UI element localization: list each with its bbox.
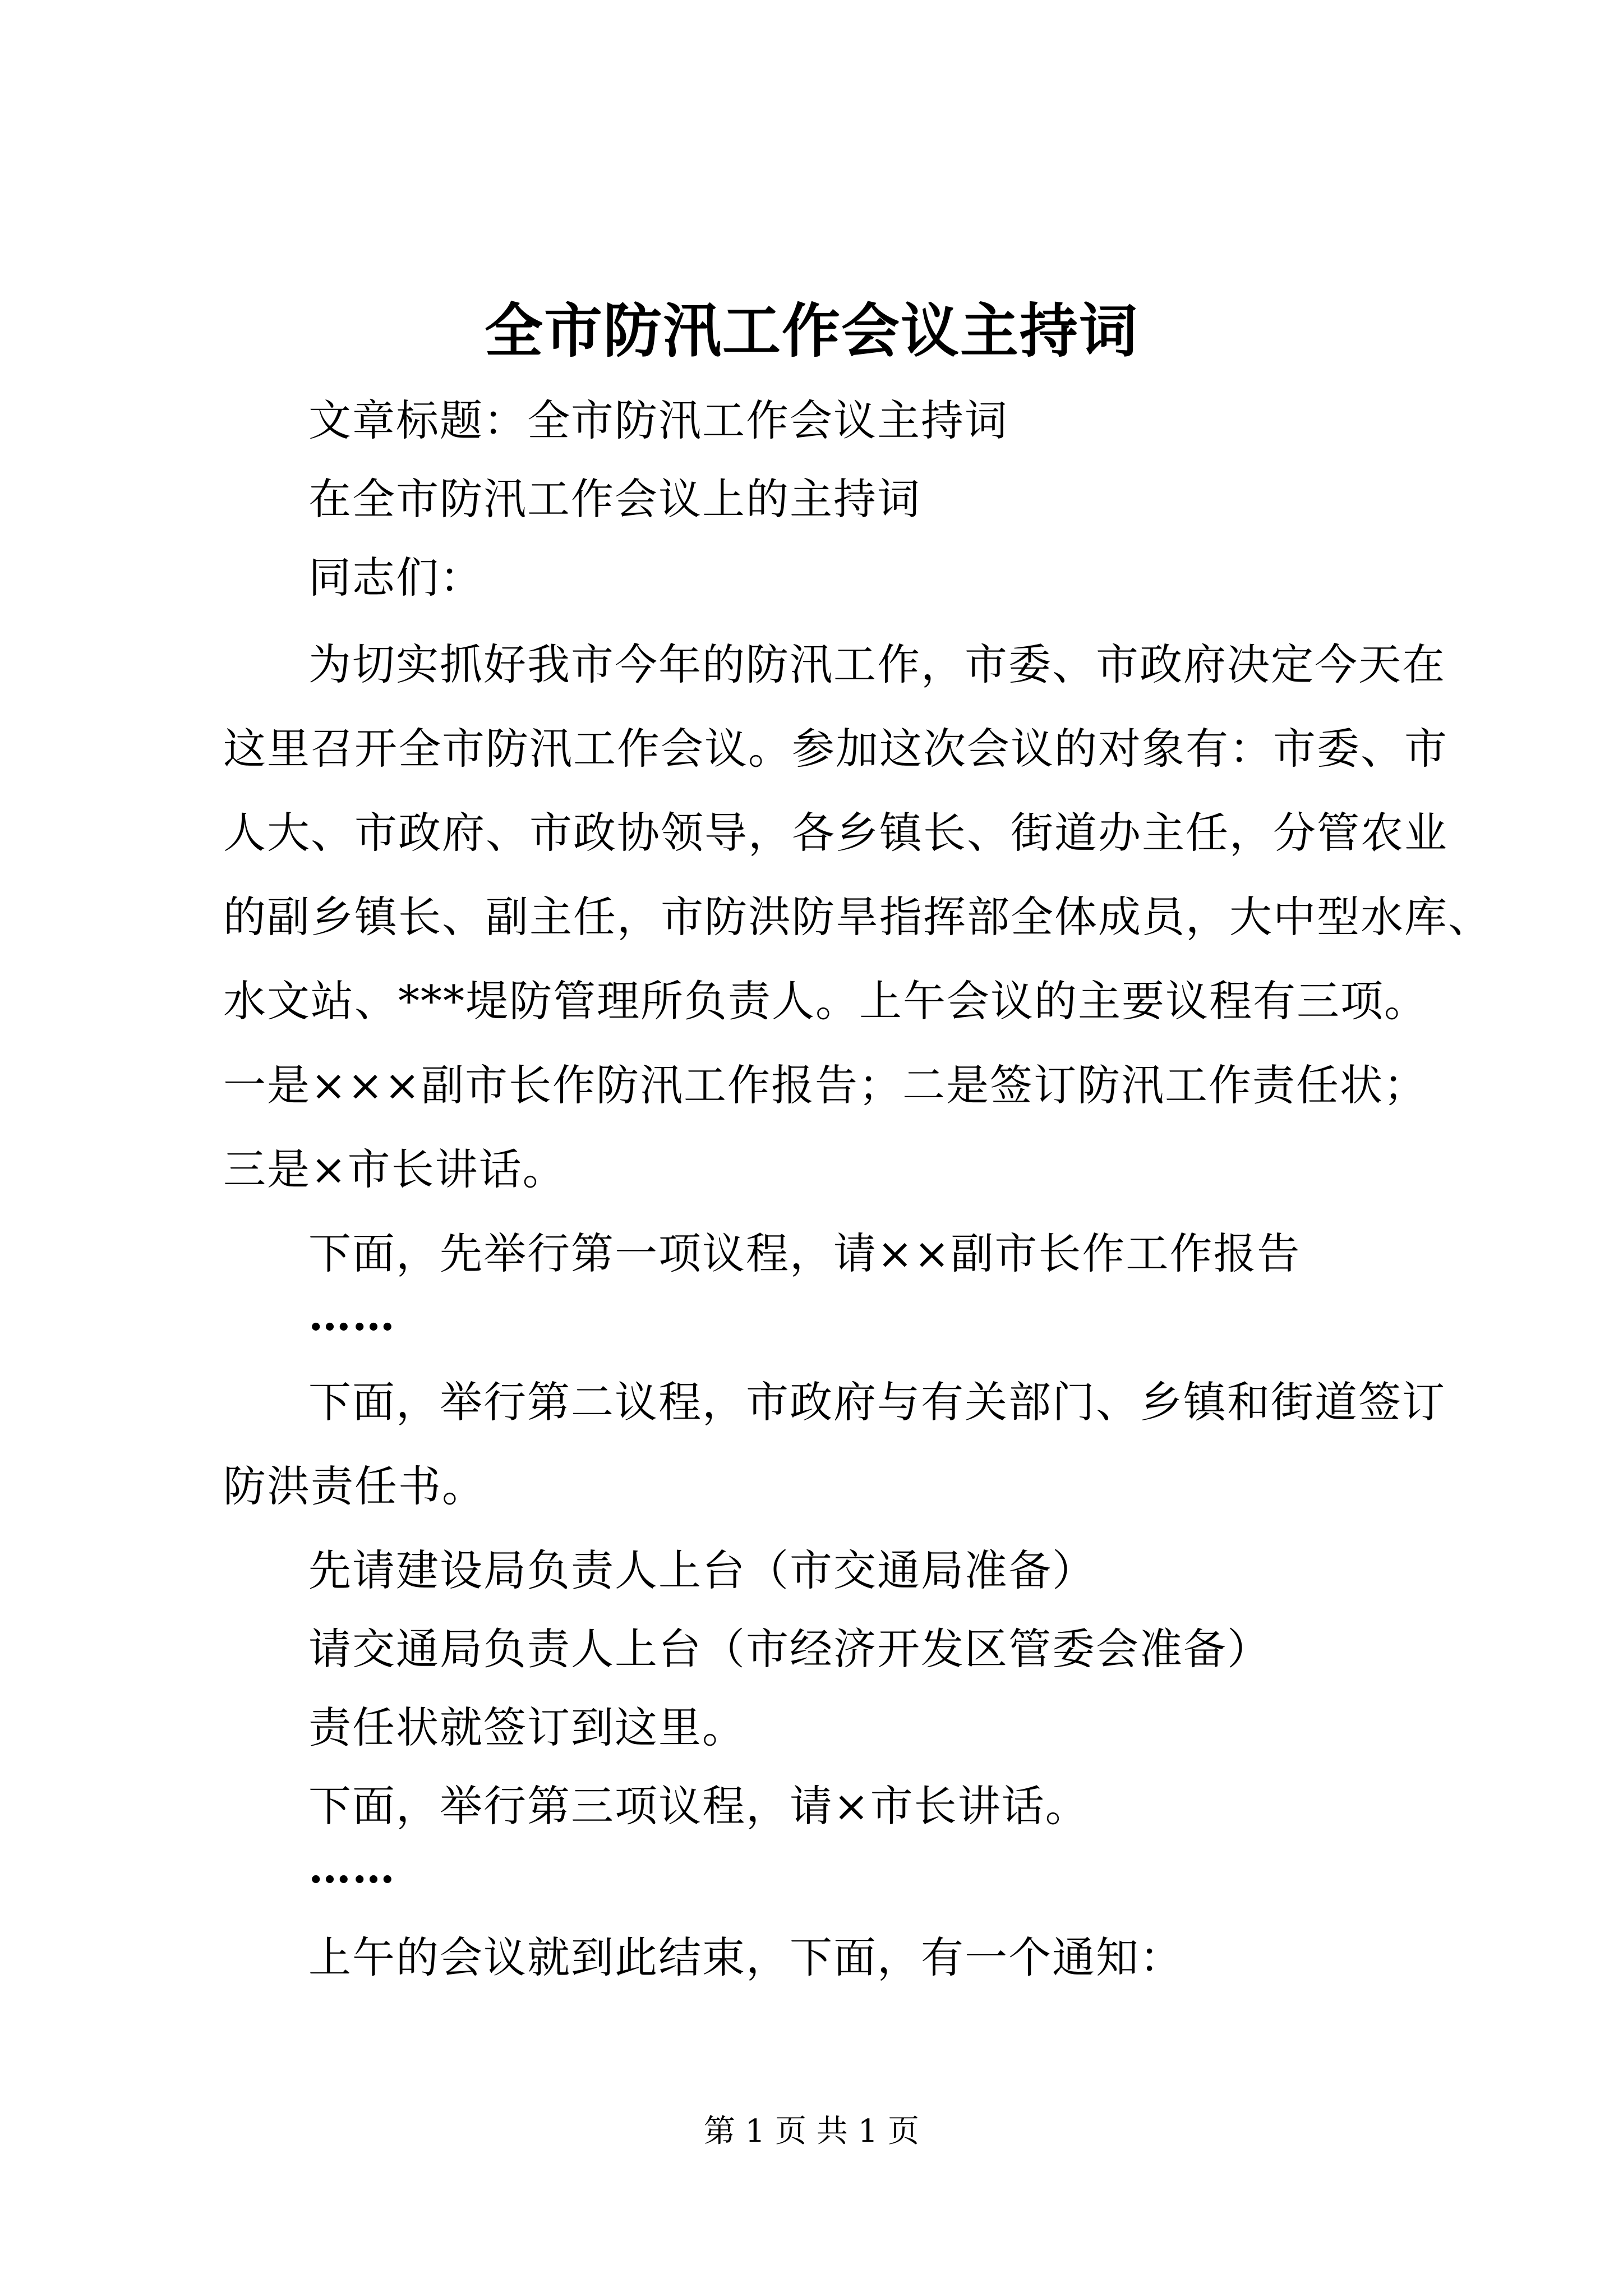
document-title: 全市防汛工作会议主持词	[484, 296, 1138, 365]
closing-line: 上午的会议就到此结束，下面，有一个通知：	[308, 1932, 1183, 1982]
subtitle-line: 在全市防汛工作会议上的主持词	[308, 474, 921, 524]
paragraph-line: 水文站、***堤防管理所负责人。上午会议的主要议程有三项。	[223, 976, 1428, 1026]
agenda-item-one-line: 下面，先举行第一项议程，请××副市长作工作报告	[308, 1228, 1301, 1278]
agenda-item-three-line: 下面，举行第三项议程，请×市长讲话。	[308, 1781, 1089, 1831]
paragraph-line: 三是×市长讲话。	[223, 1144, 566, 1194]
paragraph-line: 一是×××副市长作防汛工作报告；二是签订防汛工作责任状；	[223, 1060, 1428, 1110]
ellipsis: ……	[308, 1290, 396, 1340]
article-title-line: 文章标题：全市防汛工作会议主持词	[308, 395, 1008, 445]
signing-line: 请交通局负责人上台（市经济开发区管委会准备）	[308, 1624, 1271, 1674]
page-footer: 第 1 页 共 1 页	[703, 2113, 920, 2150]
paragraph-line: 为切实抓好我市今年的防汛工作，市委、市政府决定今天在	[308, 639, 1446, 689]
signing-line: 先请建设局负责人上台（市交通局准备）	[308, 1545, 1096, 1595]
salutation-line: 同志们：	[308, 553, 483, 602]
paragraph-line: 这里召开全市防汛工作会议。参加这次会议的对象有：市委、市	[223, 724, 1448, 774]
ellipsis: ……	[308, 1843, 396, 1893]
signing-end-line: 责任状就签订到这里。	[308, 1703, 746, 1752]
agenda-item-two-line: 下面，举行第二议程，市政府与有关部门、乡镇和街道签订	[308, 1377, 1446, 1427]
paragraph-line: 的副乡镇长、副主任，市防洪防旱指挥部全体成员，大中型水库、	[223, 892, 1492, 942]
agenda-item-two-line: 防洪责任书。	[223, 1461, 486, 1511]
paragraph-line: 人大、市政府、市政协领导，各乡镇长、街道办主任，分管农业	[223, 808, 1448, 858]
